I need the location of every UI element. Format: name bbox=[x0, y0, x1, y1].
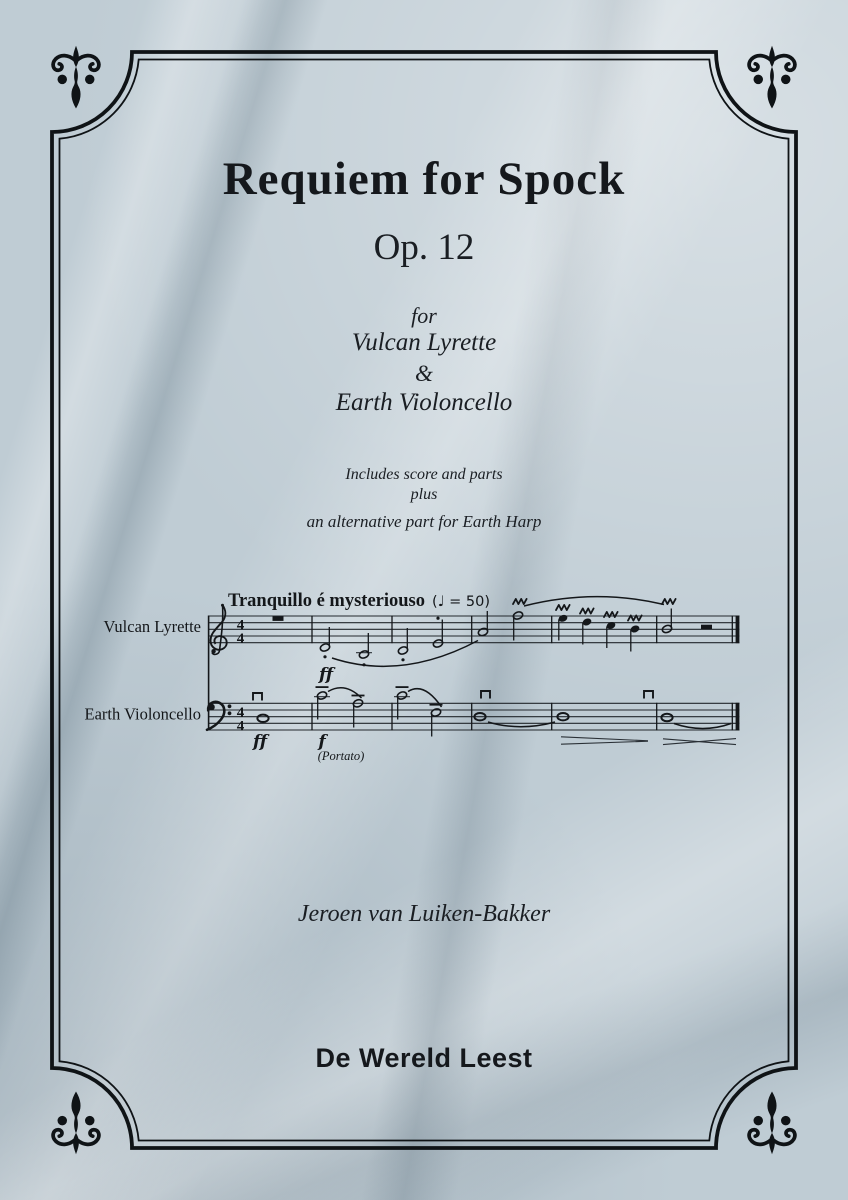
includes-line-3: an alternative part for Earth Harp bbox=[306, 512, 542, 531]
portato-marking: (Portato) bbox=[317, 749, 365, 763]
barlines bbox=[209, 616, 740, 731]
hairpin-dynamics bbox=[561, 737, 736, 745]
down-bow-icon bbox=[253, 693, 262, 701]
composer-name: Jeroen van Luiken-Bakker bbox=[297, 901, 551, 927]
opus-number: Op. 12 bbox=[373, 227, 475, 268]
treble-staff bbox=[208, 616, 740, 643]
page-title: Requiem for Spock bbox=[222, 153, 626, 205]
bass-clef-icon bbox=[207, 702, 231, 730]
treble-time-sig-top: 4 bbox=[236, 617, 245, 634]
ampersand: & bbox=[415, 361, 433, 386]
staff-label-lyrette: Vulcan Lyrette bbox=[103, 617, 201, 636]
instrument-1: Vulcan Lyrette bbox=[351, 329, 497, 356]
bass-time-sig-top: 4 bbox=[236, 705, 245, 721]
staff-label-violoncello: Earth Violoncello bbox=[84, 704, 201, 724]
down-bow-icon bbox=[644, 691, 653, 699]
includes-line-2: plus bbox=[410, 486, 438, 503]
music-excerpt bbox=[85, 591, 740, 763]
for-label: for bbox=[411, 303, 437, 328]
includes-line-1: Includes score and parts bbox=[345, 466, 503, 483]
tempo-marking: Tranquillo é mysteriouso (♩ = 50) bbox=[228, 591, 490, 611]
publisher-name: De Wereld Leest bbox=[315, 1043, 533, 1073]
dynamic-f-cello: f bbox=[318, 732, 326, 752]
instrument-2: Earth Violoncello bbox=[335, 389, 513, 416]
down-bow-icon bbox=[481, 691, 490, 699]
treble-time-sig-bottom: 4 bbox=[236, 631, 245, 648]
dynamic-ff-lyrette: ff bbox=[318, 665, 334, 685]
dynamic-ff-cello: ff bbox=[252, 732, 268, 752]
bass-time-sig-bottom: 4 bbox=[236, 718, 245, 735]
